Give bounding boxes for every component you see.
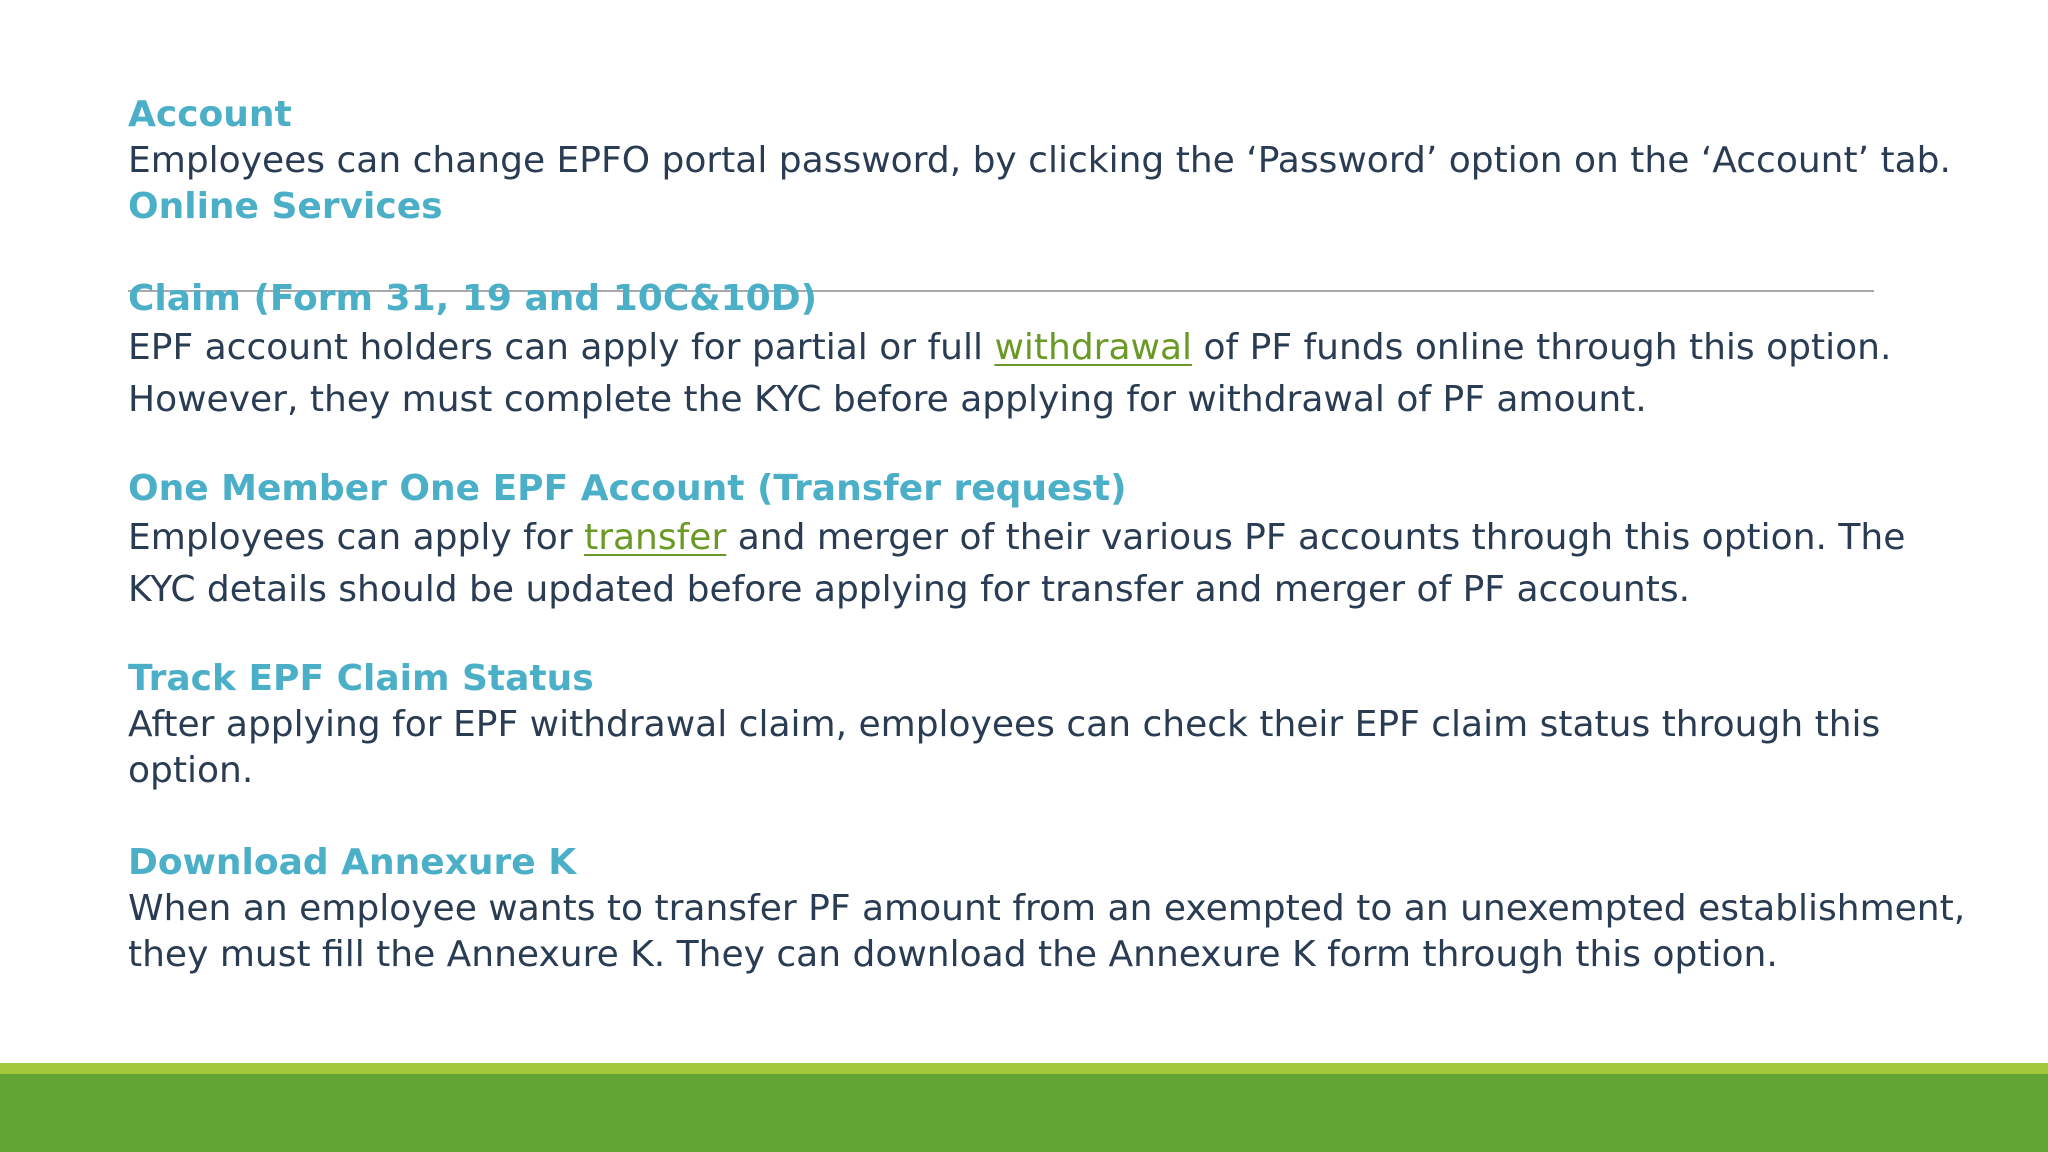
withdrawal-link[interactable]: withdrawal bbox=[994, 327, 1193, 368]
footer-band-light bbox=[0, 1063, 2048, 1074]
spacer bbox=[128, 230, 2008, 276]
claim-heading: Claim (Form 31, 19 and 10C&10D) bbox=[128, 278, 818, 319]
transfer-text-before: Employees can apply for bbox=[128, 517, 585, 558]
track-claim-description-line2: option. bbox=[128, 750, 254, 791]
spacer bbox=[128, 616, 2008, 656]
track-claim-description: After applying for EPF withdrawal claim, employees can check their EPF claim status through this bbox=[128, 704, 1881, 745]
transfer-description bbox=[128, 512, 2008, 564]
slide-content bbox=[128, 92, 2008, 978]
annexure-heading: Download Annexure K bbox=[128, 842, 577, 883]
footer-band-dark bbox=[0, 1074, 2048, 1152]
track-claim-heading: Track EPF Claim Status bbox=[128, 658, 594, 699]
transfer-description-line2: KYC details should be updated before applying for transfer and merger of PF accounts. bbox=[128, 569, 1691, 610]
annexure-description: When an employee wants to transfer PF amount from an exempted to an unexempted establishment, bbox=[128, 888, 1966, 929]
account-heading: Account bbox=[128, 94, 292, 135]
claim-description-line2: However, they must complete the KYC before applying for withdrawal of PF amount. bbox=[128, 379, 1647, 420]
spacer bbox=[128, 426, 2008, 466]
transfer-text-after: and merger of their various PF accounts through this option. The bbox=[726, 517, 1906, 558]
spacer bbox=[128, 794, 2008, 840]
claim-description bbox=[128, 322, 2008, 374]
claim-text-before: EPF account holders can apply for partial or full bbox=[128, 327, 995, 368]
online-services-heading: Online Services bbox=[128, 186, 443, 227]
transfer-link[interactable]: transfer bbox=[584, 517, 727, 558]
annexure-description-line2: they must fill the Annexure K. They can download the Annexure K form through this option. bbox=[128, 934, 1778, 975]
claim-text-after: of PF funds online through this option. bbox=[1192, 327, 1892, 368]
transfer-heading: One Member One EPF Account (Transfer request) bbox=[128, 468, 1127, 509]
account-description: Employees can change EPFO portal password, by clicking the ‘Password’ option on the ‘Account’ tab. bbox=[128, 140, 1951, 181]
